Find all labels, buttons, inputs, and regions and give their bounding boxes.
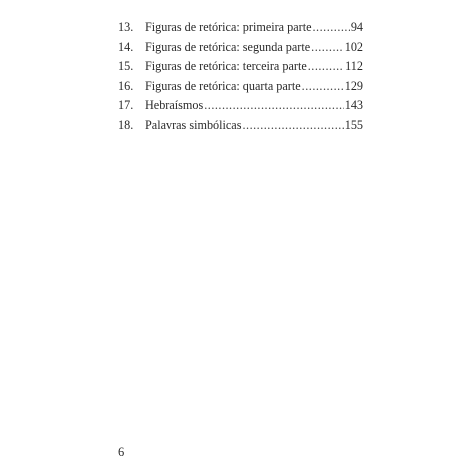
toc-entry-title: Figuras de retórica: quarta parte: [145, 78, 301, 93]
toc-entry-number: 13.: [118, 20, 134, 34]
toc-dot-leader: [308, 57, 344, 77]
toc-entry-page: 102: [344, 39, 363, 54]
toc-entry-title: Figuras de retórica: primeira parte: [145, 20, 312, 34]
table-of-contents: [118, 18, 363, 135]
toc-entry: [118, 116, 363, 136]
toc-entry-page: 129: [344, 78, 363, 93]
toc-dot-leader: [242, 116, 343, 136]
toc-entry-number: 15.: [118, 59, 134, 73]
toc-entry-title: Palavras simbólicas: [145, 117, 242, 132]
toc-entry-page: 143: [344, 98, 363, 112]
toc-entry: [118, 57, 363, 77]
toc-dot-leader: [204, 96, 344, 116]
toc-entry: [118, 38, 363, 58]
toc-entry-page: 155: [344, 117, 363, 132]
toc-entry-title: Figuras de retórica: terceira parte: [145, 59, 307, 73]
toc-entry-title: Figuras de retórica: segunda parte: [145, 39, 311, 54]
toc-dot-leader: [311, 38, 344, 58]
toc-entry-title: Hebraísmos: [145, 98, 204, 112]
toc-entry: [118, 96, 363, 116]
toc-entry-page: 94: [350, 20, 363, 34]
page-number: 6: [118, 445, 125, 459]
toc-entry-number: 18.: [118, 117, 134, 132]
toc-entry-number: 16.: [118, 78, 134, 93]
toc-dot-leader: [313, 18, 350, 38]
toc-entry-page: 112: [345, 59, 363, 73]
toc-entry: [118, 77, 363, 97]
toc-entry-number: 17.: [118, 98, 134, 112]
toc-dot-leader: [302, 77, 344, 97]
toc-entry: [118, 18, 363, 38]
toc-entry-number: 14.: [118, 39, 134, 54]
